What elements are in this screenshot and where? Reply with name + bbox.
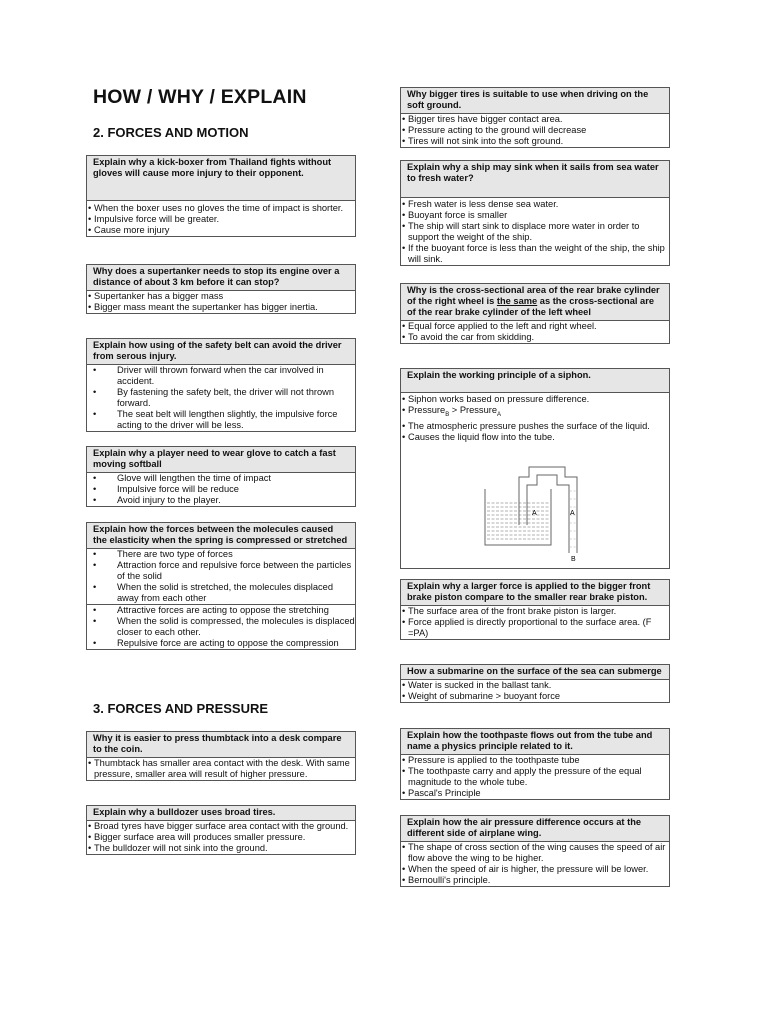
question	[401, 284, 669, 321]
answer-point: • Attractive forces are acting to oppose the stretching	[87, 605, 355, 616]
answer-point: • Buoyant force is smaller	[401, 210, 669, 221]
question-underlined-text: the same	[496, 296, 538, 306]
answer-point: • Bigger tires have bigger contact area.	[401, 114, 669, 125]
answer-point: • Siphon works based on pressure difference.	[401, 394, 669, 405]
qa-card-brake-piston	[400, 579, 670, 640]
answer-point: • Pressure is applied to the toothpaste tube	[401, 755, 669, 766]
answer-point: • Driver will thrown forward when the car involved in accident.	[87, 365, 355, 387]
question: Why it is easier to press thumbtack into a desk compare to the coin.	[87, 732, 355, 758]
answer-point: • The shape of cross section of the wing causes the speed of air flow above the wing to be higher.	[401, 842, 669, 864]
answer-point: • If the buoyant force is less than the weight of the ship, the ship will sink.	[401, 243, 669, 265]
answer-point	[401, 405, 669, 421]
tube-liquid	[570, 491, 576, 547]
answer-point: • Causes the liquid flow into the tube.	[401, 432, 669, 443]
answer-point: • The seat belt will lengthen slightly, the impulsive force acting to the driver will be less.	[87, 409, 355, 431]
answer-point: • Glove will lengthen the time of impact	[87, 473, 355, 484]
answer-point: • When the speed of air is higher, the pressure will be lower.	[401, 864, 669, 875]
qa-card-ship-sink	[400, 160, 670, 266]
beaker-outline	[485, 489, 551, 545]
answer-point: • Repulsive force are acting to oppose the compression	[87, 638, 355, 649]
qa-card-toothpaste	[400, 728, 670, 800]
qa-card-supertanker	[86, 264, 356, 314]
question: How a submarine on the surface of the sea can submerge	[401, 665, 669, 680]
answer-point: • Supertanker has a bigger mass	[87, 291, 355, 302]
siphon-diagram	[401, 457, 669, 567]
answer-point: • Pressure acting to the ground will decrease	[401, 125, 669, 136]
answer-point: • Pascal's Principle	[401, 788, 669, 799]
question: Explain why a larger force is applied to the bigger front brake piston compare to the smaller rear brake piston.	[401, 580, 669, 606]
qa-card-thumbtack	[86, 731, 356, 781]
answer-point: • Avoid injury to the player.	[87, 495, 355, 506]
question: Explain how the forces between the molecules caused the elasticity when the spring is compressed or stretched	[87, 523, 355, 549]
subscript-b: B	[445, 411, 450, 418]
answer-point: • To avoid the car from skidding.	[401, 332, 669, 343]
qa-card-bulldozer	[86, 805, 356, 855]
question: Why bigger tires is suitable to use when driving on the soft ground.	[401, 88, 669, 114]
answer-point: • Bigger mass meant the supertanker has bigger inertia.	[87, 302, 355, 313]
answer-point: • By fastening the safety belt, the driver will not thrown forward.	[87, 387, 355, 409]
liquid-lines	[487, 503, 549, 539]
answer-point: • When the solid is stretched, the molecules displaced away from each other	[87, 582, 355, 604]
question: Explain why a player need to wear glove to catch a fast moving softball	[87, 447, 355, 473]
answer-point: • Bernoulli's principle.	[401, 875, 669, 886]
label-b: B	[571, 556, 576, 563]
question: Explain why a ship may sink when it sails from sea water to fresh water?	[401, 161, 669, 198]
question: Why does a supertanker needs to stop its engine over a distance of about 3 km before it can stop?	[87, 265, 355, 291]
answer-point: • The toothpaste carry and apply the pressure of the equal magnitude to the whole tube.	[401, 766, 669, 788]
question: Explain how the air pressure difference occurs at the different side of airplane wing.	[401, 816, 669, 842]
qa-card-submarine	[400, 664, 670, 703]
qa-card-safety-belt	[86, 338, 356, 432]
qa-card-siphon	[400, 368, 670, 569]
pressure-text: Pressure	[408, 405, 446, 415]
answer-point: • Water is sucked in the ballast tank.	[401, 680, 669, 691]
answer-point: • Equal force applied to the left and right wheel.	[401, 321, 669, 332]
answer-point: • Broad tyres have bigger surface area contact with the ground.	[87, 821, 355, 832]
label-a-right: A	[570, 510, 575, 517]
qa-card-brake-cylinder	[400, 283, 670, 344]
answer-point: • Attraction force and repulsive force between the particles of the solid	[87, 560, 355, 582]
answer-point: • Bigger surface area will produces smaller pressure.	[87, 832, 355, 843]
answer-point: • The bulldozer will not sink into the ground.	[87, 843, 355, 854]
answer-point: • Fresh water is less dense sea water.	[401, 199, 669, 210]
question: Explain why a kick-boxer from Thailand fights without gloves will cause more injury to their opponent.	[87, 156, 355, 201]
question-text: Why is the cross-sectional area of the rear brake cylinder of the right wheel is	[407, 285, 660, 306]
answer-point: • The surface area of the front brake piston is larger.	[401, 606, 669, 617]
page-title: HOW / WHY / EXPLAIN	[93, 86, 307, 108]
question: Explain how the toothpaste flows out from the tube and name a physics principle related to it.	[401, 729, 669, 755]
answer-point: • When the boxer uses no gloves the time of impact is shorter.	[87, 203, 355, 214]
qa-card-airplane-wing	[400, 815, 670, 887]
qa-card-kickboxer	[86, 155, 356, 237]
answer-point: • Weight of submarine > buoyant force	[401, 691, 669, 702]
qa-card-spring-elasticity	[86, 522, 356, 650]
question: Explain the working principle of a siphon.	[401, 369, 669, 393]
answer-point: • When the solid is compressed, the molecules is displaced closer to each other.	[87, 616, 355, 638]
pressure-text: > Pressure	[449, 405, 498, 415]
answer-point: • The ship will start sink to displace more water in order to support the weight of the ship.	[401, 221, 669, 243]
question: Explain why a bulldozer uses broad tires.	[87, 806, 355, 821]
subscript-a: A	[497, 411, 502, 418]
section-heading-forces-pressure: 3. FORCES AND PRESSURE	[93, 701, 269, 716]
answer-point: • Impulsive force will be reduce	[87, 484, 355, 495]
answer-point: • Thumbtack has smaller area contact with the desk. With same pressure, smaller area will result of higher pressure.	[87, 758, 355, 780]
qa-card-softball-glove	[86, 446, 356, 507]
siphon-tube	[519, 467, 577, 553]
label-a-left: A	[532, 510, 537, 517]
answer-point: • Tires will not sink into the soft ground.	[401, 136, 669, 147]
answer-point: • Impulsive force will be greater.	[87, 214, 355, 225]
answer-point: • The atmospheric pressure pushes the surface of the liquid.	[401, 421, 669, 432]
answer-point: • Cause more injury	[87, 225, 355, 236]
qa-card-bigger-tires	[400, 87, 670, 148]
section-heading-forces-motion: 2. FORCES AND MOTION	[93, 125, 249, 140]
question: Explain how using of the safety belt can avoid the driver from serous injury.	[87, 339, 355, 365]
question-text: as the cross-sectional are of the rear brake cylinder of the left wheel	[407, 296, 654, 317]
answer-point: • Force applied is directly proportional to the surface area. (F =PA)	[401, 617, 669, 639]
answer-point: • There are two type of forces	[87, 549, 355, 560]
